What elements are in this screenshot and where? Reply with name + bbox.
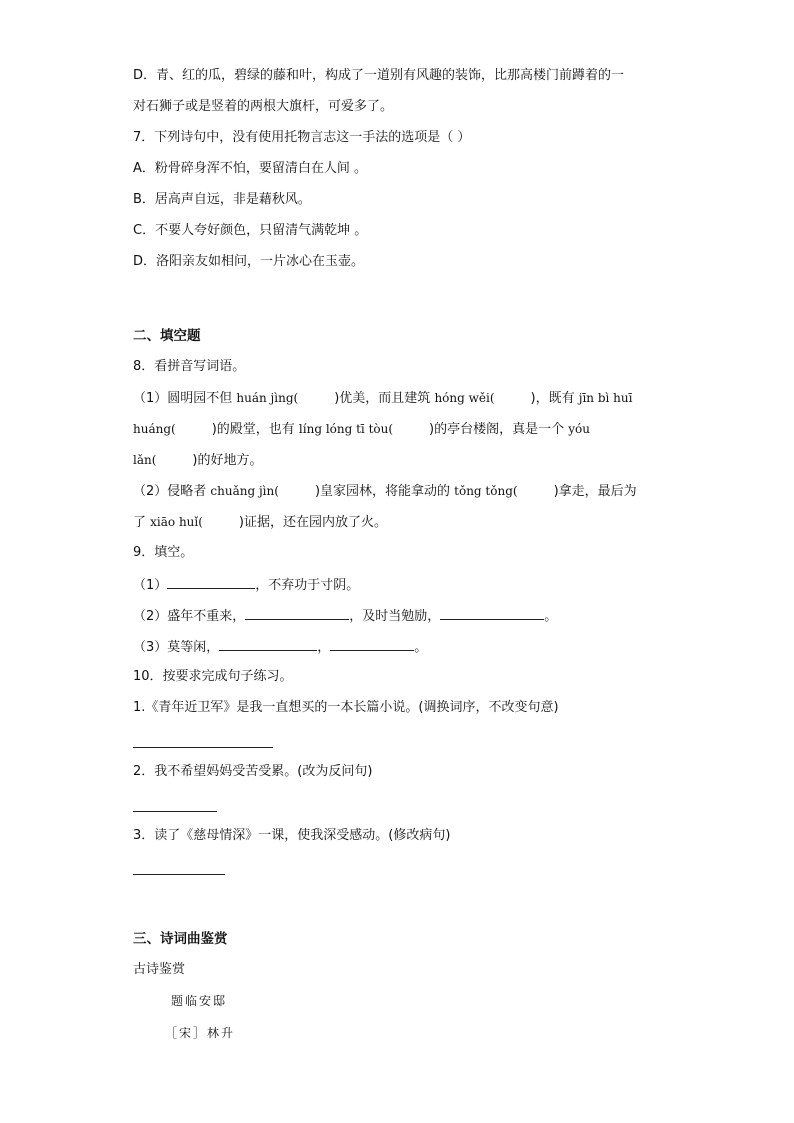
pinyin: tǒng tǒng( <box>454 484 518 498</box>
answer-line[interactable] <box>245 605 349 620</box>
q8-text: （2）侵略者 <box>133 484 211 499</box>
q8-text: )的殿堂，也有 <box>211 422 299 437</box>
q7-option-a: A．粉骨碎身浑不怕，要留清白在人间 。 <box>133 161 368 176</box>
pinyin: huáng( <box>133 422 176 436</box>
pinyin: xiāo huǐ( <box>150 515 203 529</box>
q9-text: （2）盛年不重来， <box>133 609 246 624</box>
section-poetry-title: 三、诗词曲鉴赏 <box>133 931 228 947</box>
q9-text: ，不弃功于寸阴。 <box>255 578 360 593</box>
q8-text: （1）圆明园不但 <box>133 391 237 406</box>
q8-text: )优美，而且建筑 <box>334 391 435 406</box>
q10-answer-line2[interactable] <box>133 811 217 812</box>
pinyin: chuǎng jìn( <box>210 484 279 498</box>
q8-text: )的好地方。 <box>192 453 263 468</box>
q8-stem: 8．看拼音写词语。 <box>133 359 246 374</box>
q9-text: （1） <box>133 578 168 593</box>
q8-text: )证据，还在园内放了火。 <box>238 515 387 530</box>
q9-text: 。 <box>414 640 428 655</box>
q8-text: )拿走，最后为 <box>553 484 637 499</box>
q7-stem: 7．下列诗句中，没有使用托物言志这一手法的选项是（ ） <box>133 130 471 145</box>
q8-part2-line1 <box>133 481 637 502</box>
answer-line[interactable] <box>440 605 544 620</box>
q9-text: ， <box>317 640 331 655</box>
pinyin: jīn bì huī <box>578 391 633 405</box>
q8-text: )，既有 <box>530 391 579 406</box>
q7-option-b: B．居高声自远，非是藉秋风。 <box>133 192 311 207</box>
poem-title: 题临安邸 <box>171 994 228 1008</box>
q6-option-d-line1: D．青、红的瓜，碧绿的藤和叶，构成了一道别有风趣的装饰，比那高楼门前蹲着的一 <box>133 68 625 83</box>
q9-part3 <box>133 636 427 658</box>
q7-option-c: C．不要人夸好颜色，只留清气满乾坤 。 <box>133 223 368 238</box>
pinyin: hóng wěi( <box>434 391 495 405</box>
q10-sentence1: 1.《青年近卫军》是我一直想买的一本长篇小说。(调换词序，不改变句意) <box>133 700 559 715</box>
q10-answer-line1[interactable] <box>133 747 273 748</box>
q9-part2 <box>133 605 557 627</box>
q8-part1-line1 <box>133 388 632 409</box>
q8-part2-line2 <box>133 512 387 533</box>
q10-stem: 10．按要求完成句子练习。 <box>133 669 293 684</box>
q9-stem: 9．填空。 <box>133 545 194 560</box>
q10-sentence2: 2．我不希望妈妈受苦受累。(改为反问句) <box>133 764 373 779</box>
q9-text: 。 <box>544 609 558 624</box>
answer-line[interactable] <box>330 636 414 651</box>
q9-part1 <box>133 574 359 596</box>
pinyin: yóu <box>568 422 590 436</box>
pinyin: huán jìng( <box>236 391 299 405</box>
q9-text: ，及时当勉励， <box>349 609 441 624</box>
q7-option-d: D．洛阳亲友如相问，一片冰心在玉壶。 <box>133 254 365 269</box>
section-fill-in-title: 二、填空题 <box>133 328 201 344</box>
q10-answer-line3[interactable] <box>133 874 225 875</box>
q8-part1-line2 <box>133 419 590 440</box>
poem-author: ［宋］林升 <box>165 1026 236 1040</box>
q9-text: （3）莫等闲， <box>133 640 220 655</box>
poetry-subtitle: 古诗鉴赏 <box>133 962 186 977</box>
q8-part1-line3 <box>133 450 262 471</box>
q8-text: 了 <box>133 515 151 530</box>
pinyin: líng lóng tī tòu( <box>298 422 394 436</box>
answer-line[interactable] <box>167 574 255 589</box>
q10-sentence3: 3．读了《慈母情深》一课，使我深受感动。(修改病句) <box>133 828 451 843</box>
answer-line[interactable] <box>219 636 317 651</box>
q8-text: )的亭台楼阁，真是一个 <box>429 422 569 437</box>
q8-text: )皇家园林，将能拿动的 <box>314 484 455 499</box>
pinyin: lǎn( <box>133 453 157 467</box>
q6-option-d-line2: 对石狮子或是竖着的两根大旗杆，可爱多了。 <box>133 99 394 114</box>
